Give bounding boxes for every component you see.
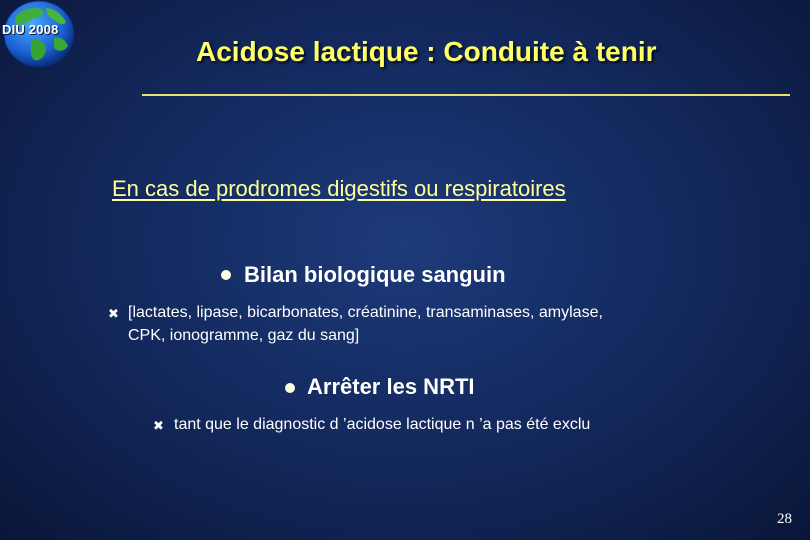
bullet-heading: Arrêter les NRTI xyxy=(307,374,475,399)
sub-bullet-line: [lactates, lipase, bicarbonates, créatinine, transaminases, amylase, xyxy=(128,304,603,321)
sub-bullet-line: tant que le diagnostic d ’acidose lactique n ’a pas été exclu xyxy=(174,416,591,433)
title-divider xyxy=(142,94,790,96)
page-number: 28 xyxy=(777,511,792,527)
slide-subtitle: En cas de prodromes digestifs ou respiratoires xyxy=(112,176,566,201)
globe-logo xyxy=(0,0,78,70)
sub-bullet-line: CPK, ionogramme, gaz du sang] xyxy=(128,327,360,344)
sub-bullet-cross-icon: ✖ xyxy=(108,306,119,321)
logo-label: DIU 2008 xyxy=(2,22,59,37)
sub-bullet-cross-icon: ✖ xyxy=(153,418,164,433)
bullet-dot-icon xyxy=(221,270,231,280)
bullet-dot-icon xyxy=(285,383,295,393)
slide-title: Acidose lactique : Conduite à tenir xyxy=(196,36,657,67)
bullet-heading: Bilan biologique sanguin xyxy=(244,262,506,287)
